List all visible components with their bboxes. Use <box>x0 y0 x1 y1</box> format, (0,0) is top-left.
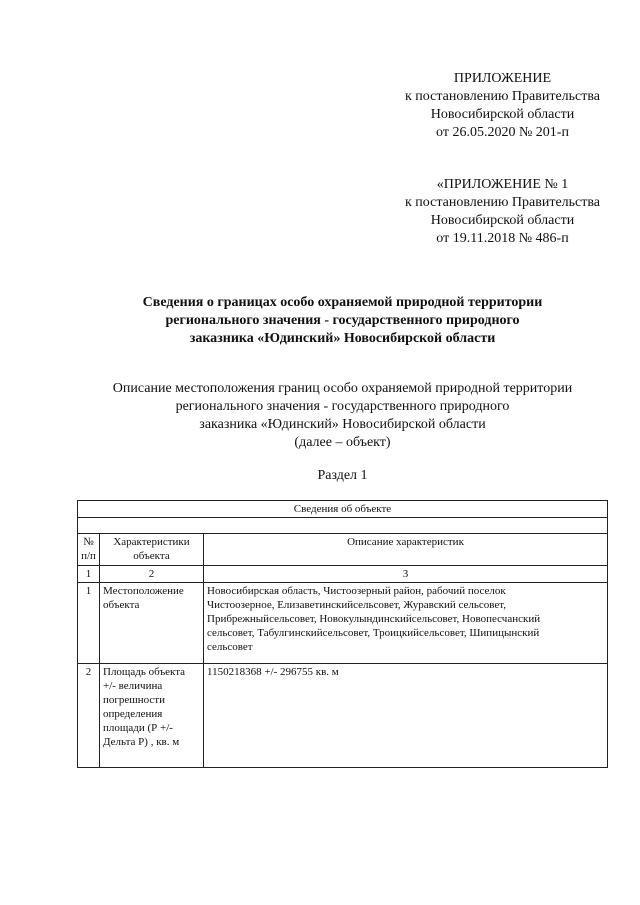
header-characteristics <box>100 534 204 566</box>
row-num: 1 <box>78 583 100 664</box>
appendix-line: Новосибирской области <box>430 107 575 122</box>
table-header-row <box>78 534 608 566</box>
table-row <box>78 583 608 664</box>
row-description-text: Новосибирская область, Чистоозерный район, рабочий поселок Чистоозерное, Елизаветинскийсельсовет, Журавский сельсовет, Прибрежныйсельсовет, Новокулындинскийсельсовет, Новопесчанский сельсовет, Табулгинскийсельсовет, Троицкийсельсовет, Шипицынский сельсовет <box>207 585 541 653</box>
table-caption: Сведения об объекте <box>78 501 608 518</box>
section-label: Раздел 1 <box>317 468 368 483</box>
description-line: регионального значения - государственного природного <box>175 399 510 414</box>
title-line: Сведения о границах особо охраняемой природной территории <box>142 295 543 310</box>
description-line: заказника «Юдинский» Новосибирской области <box>199 417 486 432</box>
appendix-header-current <box>380 70 625 142</box>
document-title <box>70 294 615 348</box>
row-num: 2 <box>78 664 100 768</box>
object-info-table <box>77 500 608 768</box>
header-num <box>78 534 100 566</box>
appendix-line: Новосибирской области <box>430 213 575 228</box>
table-column-numbers-row <box>78 566 608 583</box>
row-characteristic-text: Площадь объекта +/- величина погрешности определения площади (Р +/- Дельта Р) , кв. м <box>103 666 186 748</box>
table-empty-row <box>78 518 608 534</box>
appendix-line: от 26.05.2020 № 201-п <box>436 125 569 140</box>
header-num-text: № п/п <box>81 536 96 562</box>
title-line: заказника «Юдинский» Новосибирской области <box>189 331 496 346</box>
header-description: Описание характеристик <box>204 534 608 566</box>
header-characteristics-text: Характеристики объекта <box>113 536 190 562</box>
row-characteristic <box>100 664 204 768</box>
description-line: (далее – объект) <box>294 435 391 450</box>
row-description <box>204 583 608 664</box>
column-number: 2 <box>100 566 204 583</box>
title-line: регионального значения - государственного природного <box>165 313 520 328</box>
column-number: 3 <box>204 566 608 583</box>
column-number: 1 <box>78 566 100 583</box>
appendix-line: к постановлению Правительства <box>404 195 601 210</box>
appendix-header-original <box>380 176 625 248</box>
row-description-text: 1150218368 +/- 296755 кв. м <box>207 666 339 678</box>
appendix-line: от 19.11.2018 № 486-п <box>436 231 569 246</box>
empty-cell <box>78 518 608 534</box>
row-description <box>204 664 608 768</box>
appendix-line: «ПРИЛОЖЕНИЕ № 1 <box>436 177 569 192</box>
row-characteristic <box>100 583 204 664</box>
appendix-line: ПРИЛОЖЕНИЕ <box>453 71 552 86</box>
document-description <box>70 380 615 452</box>
row-characteristic-text: Местоположение объекта <box>103 585 184 611</box>
table-caption-row <box>78 501 608 518</box>
table-row <box>78 664 608 768</box>
appendix-line: к постановлению Правительства <box>404 89 601 104</box>
description-line: Описание местоположения границ особо охраняемой природной территории <box>112 381 573 396</box>
